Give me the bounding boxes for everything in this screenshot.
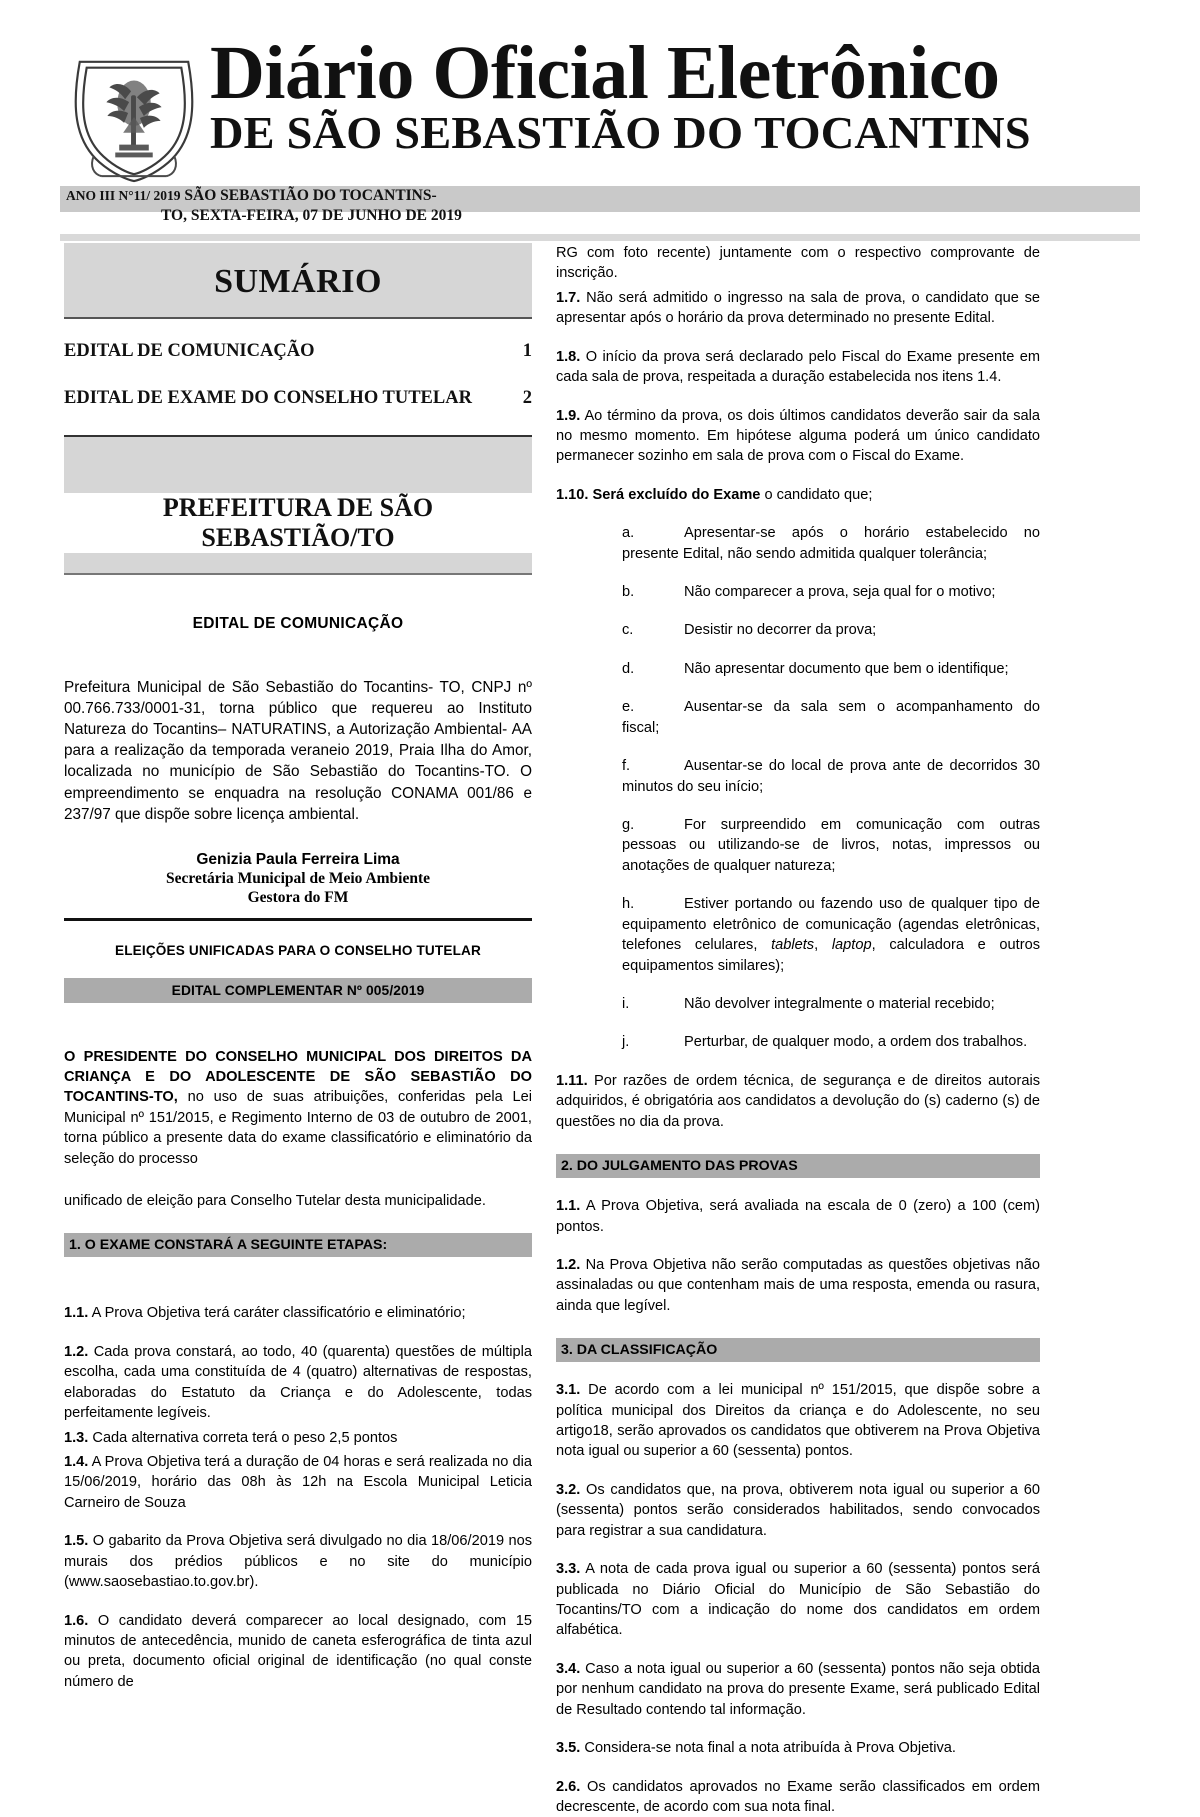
prefeitura-bottom-rule [64,573,532,575]
item-1-4 [64,1452,532,1513]
item-num: 1.6. [64,1612,89,1629]
item-num: 1.7. [556,289,581,306]
letter-item-j [556,1032,1040,1052]
item-text: O gabarito da Prova Objetiva será divulgado no dia 18/06/2019 nos murais dos prédios públicos e no site do município (www.saosebastiao.to.gov.br). [64,1533,532,1591]
header-divider [60,234,1140,241]
letter-text: Não devolver integralmente o material recebido; [684,995,995,1012]
presidente-paragraph [64,1047,532,1170]
masthead-title-main: Diário Oficial Eletrônico [210,31,1000,115]
item-text: A nota de cada prova igual ou superior a 60 (sessenta) pontos será publicada no Diário Oficial do Município de São Sebastião do Tocantins/TO com a indicação do nome dos candidatos em ordem alfabética. [556,1561,1040,1639]
masthead [60,0,1140,185]
letter-item-i [556,994,1040,1014]
item-num: 1.3. [64,1429,89,1446]
letter-text: Ausentar-se do local de prova ante de decorridos 30 minutos do seu início; [622,758,1040,795]
item-num: 3.3. [556,1561,581,1578]
letter-marker: c. [622,622,634,639]
item-text: A Prova Objetiva terá a duração de 04 horas e será realizada no dia 15/06/2019, horário das 08h às 12h na Escola Municipal Leticia Carneiro de Souza [64,1454,532,1511]
letter-marker: h. [622,896,635,913]
sumario-entry-label: EDITAL DE COMUNICAÇÃO [64,341,315,361]
letter-text: Estiver portando ou fazendo uso de qualquer tipo de equipamento eletrônico de comunicação (agendas eletrônicas, telefones celulares, tablets, laptop, calculadora e outros equipamentos similares); [622,896,1040,974]
item-text: A Prova Objetiva terá caráter classificatório e eliminatório; [88,1305,466,1322]
eleicoes-title: ELEIÇÕES UNIFICADAS PARA O CONSELHO TUTELAR [115,942,481,958]
item-1-9 [556,406,1040,467]
item-1-2 [64,1342,532,1424]
item-text: O candidato deverá comparecer ao local designado, com 15 minutos de antecedência, munido de caneta esferográfica de tinta azul ou preta, documento oficial original de identificação (no qual conste número de [64,1612,532,1690]
letter-marker: j. [622,1034,630,1051]
letter-text: For surpreendido em comunicação com outras pessoas ou utilizando-se de livros, notas, impressos ou anotações de qualquer natureza; [622,817,1040,874]
item-1-5 [64,1531,532,1592]
letter-marker: g. [622,817,635,834]
item-num: 1.8. [556,348,581,365]
item-num: 3.5. [556,1740,581,1757]
signature-name: Genizia Paula Ferreira Lima [196,850,400,868]
sumario-entry[interactable] [64,341,532,362]
item-1-3 [64,1428,532,1448]
item-num: 3.2. [556,1481,581,1498]
item-1-11 [556,1071,1040,1132]
continuation-paragraph: RG com foto recente) juntamente com o respectivo comprovante de inscrição. [556,245,1040,282]
sumario-entry-page: 2 [522,388,532,408]
letter-text: Não apresentar documento que bem o identifique; [684,660,1009,677]
item-num: 1.10. Será excluído do Exame [556,486,761,503]
item-text: A Prova Objetiva, será avaliada na escala de 0 (zero) a 100 (cem) pontos. [556,1198,1040,1235]
issue-info [66,186,586,226]
presidente-bold-text: O PRESIDENTE DO CONSELHO MUNICIPAL DOS DIREITOS DA CRIANÇA E DO ADOLESCENTE DE SÃO SEBASTIÃO DO TOCANTINS-TO, [64,1048,532,1106]
signature-divider [64,918,532,921]
letter-item-b [556,582,1040,602]
sumario-entry[interactable] [64,388,532,409]
left-column [64,243,532,1692]
item-text: Os candidatos que, na prova, obtiverem nota igual ou superior a 60 (sessenta) pontos serão considerados habilitados, sendo convocados para registrar a sua candidatura. [556,1481,1040,1539]
letter-item-a [556,523,1040,564]
letter-marker: b. [622,584,635,601]
letter-marker: f. [622,758,631,775]
section-1-band: 1. O EXAME CONSTARÁ A SEGUINTE ETAPAS: [64,1233,532,1257]
item-num: 1.1. [556,1198,581,1215]
letter-text: Perturbar, de qualquer modo, a ordem dos trabalhos. [684,1034,1028,1051]
sumario-entry-page: 1 [522,341,532,361]
letter-item-h [556,894,1040,976]
item-text: Cada alternativa correta terá o peso 2,5 pontos [88,1429,398,1446]
signature-role-2: Gestora do FM [247,889,349,907]
item-1-10 [556,485,1040,505]
item-text: Cada prova constará, ao todo, 40 (quarenta) questões de múltipla escolha, cada uma constituída de 4 (quatro) alternativas de respostas, elaboradas do Estatuto da Criança e do Adolescente, todas perfeitamente legíveis. [64,1343,532,1422]
item-num: 2.6. [556,1778,581,1795]
signature-block [64,851,532,908]
letter-marker: i. [622,995,630,1012]
item-text: Os candidatos aprovados no Exame serão classificados em ordem decrescente, de acordo com sua nota final. [556,1778,1040,1815]
grey-spacer-band-2 [64,557,532,573]
presidente-rest-text: no uso de suas atribuições, conferidas pela Lei Municipal nº 151/2015, e Regimento Interno de 03 de outubro de 2001, torna público a presente data do exame classificatório e eliminatório da seleção do processo [64,1089,532,1167]
item-text: De acordo com a lei municipal nº 151/2015, que dispõe sobre a política municipal dos Direitos da criança e do Adolescente, no seu artigo18, serão aprovados os candidatos que obtiverem na Prova Objetiva nota igual ou superior a 60 (sessenta) pontos. [556,1382,1040,1460]
item-3-3 [556,1559,1040,1641]
item-num: 3.4. [556,1660,581,1677]
sumario-title: SUMÁRIO [214,263,382,300]
item-3-1 [556,1380,1040,1462]
item-num: 1.2. [556,1256,581,1273]
prefeitura-banner [64,489,532,557]
sumario-entry-label: EDITAL DE EXAME DO CONSELHO TUTELAR [64,388,472,408]
letter-marker: d. [622,660,635,677]
unificado-paragraph: unificado de eleição para Conselho Tutelar desta municipalidade. [64,1193,486,1210]
letter-item-e [556,697,1040,738]
item-num: 1.11. [556,1072,588,1089]
item-text: Não será admitido o ingresso na sala de prova, o candidato que se apresentar após o horário da prova determinado no presente Edital. [556,289,1040,327]
item-1-7 [556,288,1040,329]
item-text: O início da prova será declarado pelo Fiscal do Exame presente em cada sala de prova, respeitada a duração estabelecida nos itens 1.4. [556,348,1040,386]
item-3-4 [556,1659,1040,1720]
signature-role-1: Secretária Municipal de Meio Ambiente [165,869,431,887]
item-num: 1.2. [64,1343,89,1360]
edital-complementar-band: EDITAL COMPLEMENTAR Nº 005/2019 [64,978,532,1003]
sumario-list [64,341,532,409]
letter-text: Ausentar-se da sala sem o acompanhamento do fiscal; [622,699,1040,736]
item-text: Ao término da prova, os dois últimos candidatos deverão sair da sala no mesmo momento. Em hipótese alguma poderá um único candidato permanecer sozinho em sala de prova com o Fiscal do Exame. [556,407,1040,465]
letter-text: Desistir no decorrer da prova; [684,622,877,639]
item-1-6 [64,1611,532,1693]
letter-marker: e. [622,699,635,716]
issue-place: SÃO SEBASTIÃO DO TOCANTINS- [184,187,437,204]
right-column [556,243,1040,1817]
masthead-title-sub: DE SÃO SEBASTIÃO DO TOCANTINS [210,108,1031,159]
body-columns [0,243,1200,1815]
letter-text: Apresentar-se após o horário estabelecido no presente Edital, não sendo admitida qualquer tolerância; [622,525,1040,562]
letter-marker: a. [622,525,635,542]
item-num: 1.5. [64,1533,89,1550]
issue-date: TO, SEXTA-FEIRA, 07 DE JUNHO DE 2019 [161,207,462,225]
item-text: Por razões de ordem técnica, de segurança e de direitos autorais adquiridos, é obrigatória aos candidatos a devolução do (s) caderno (s) de questões no dia da prova. [556,1072,1040,1130]
grey-spacer-band [64,437,532,489]
coat-of-arms-icon [60,46,208,186]
item-num: 1.9. [556,407,581,424]
item-1-1 [64,1303,532,1323]
item-2-1-1 [556,1196,1040,1237]
section-2-band: 2. DO JULGAMENTO DAS PROVAS [556,1154,1040,1178]
prefeitura-title: PREFEITURA DE SÃO SEBASTIÃO/TO [64,493,532,553]
item-text: Caso a nota igual ou superior a 60 (sessenta) pontos não seja obtida por nenhum candidato na prova do presente Exame, será publicado Edital de Resultado contendo tal informação. [556,1660,1040,1718]
item-2-6 [556,1777,1040,1817]
section-3-band: 3. DA CLASSIFICAÇÃO [556,1338,1040,1362]
edital-comunicacao-body: Prefeitura Municipal de São Sebastião do Tocantins- TO, CNPJ nº 00.766.733/0001-31, torna público que requereu ao Instituto Natureza do Tocantins– NATURATINS, a Autorização Ambiental- AA para a realização da temporada veraneio 2019, Praia Ilha do Amor, localizada no município de São Sebastião do Tocantins-TO. O empreendimento se enquadra na resolução CONAMA 001/86 e 237/97 que dispõe sobre licença ambiental. [64,679,532,823]
letter-text: Não comparecer a prova, seja qual for o motivo; [684,584,996,601]
issue-ano: ANO III N°11/ 2019 [66,188,181,203]
letter-item-f [556,756,1040,797]
item-1-8 [556,347,1040,388]
item-3-2 [556,1480,1040,1541]
item-num: 1.1. [64,1305,89,1322]
item-text: Considera-se nota final a nota atribuída à Prova Objetiva. [580,1740,956,1757]
letter-item-d [556,659,1040,679]
item-3-5 [556,1738,1040,1758]
item-num: 3.1. [556,1382,581,1399]
letter-item-g [556,815,1040,876]
item-text: o candidato que; [760,486,873,503]
item-num: 1.4. [64,1454,89,1470]
edital-comunicacao-title: EDITAL DE COMUNICAÇÃO [192,615,404,632]
sumario-section [64,243,532,319]
item-text: Na Prova Objetiva não serão computadas as questões objetivas não assinaladas ou que contenham mais de uma resposta, emenda ou rasura, ainda que legível. [556,1256,1040,1314]
masthead-titles [210,31,1140,159]
letter-item-c [556,620,1040,640]
item-2-1-2 [556,1255,1040,1316]
